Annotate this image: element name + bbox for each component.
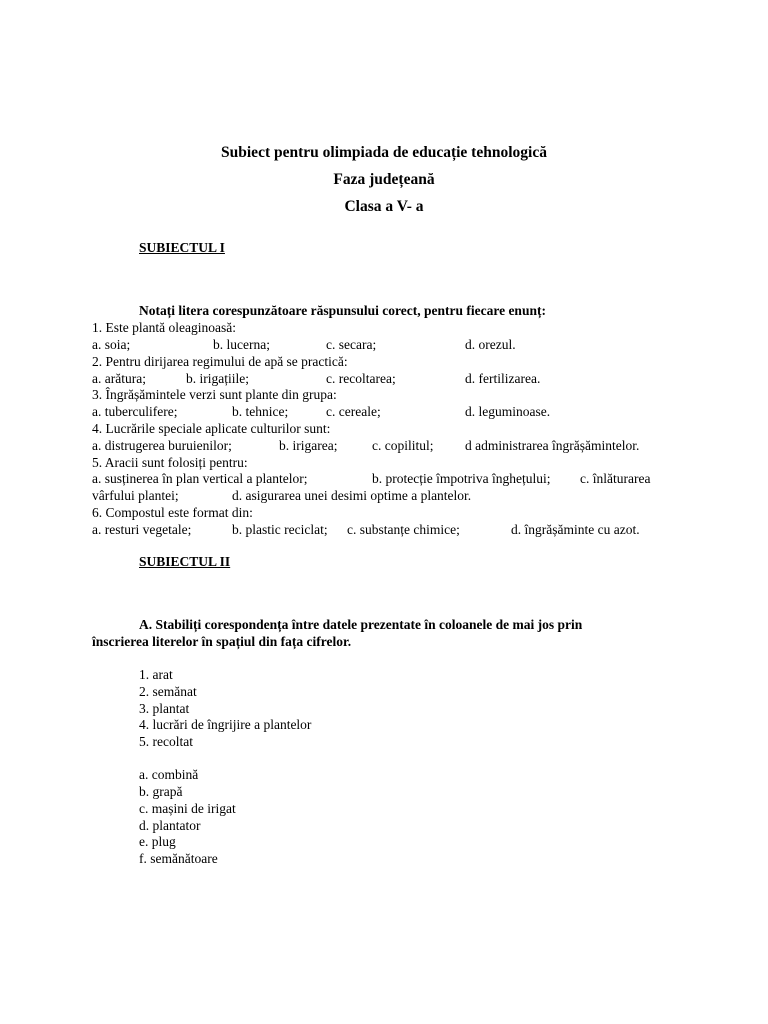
list-item-number-4: 4. lucrări de îngrijire a plantelor <box>139 717 312 732</box>
list-item-number-1: 1. arat <box>139 667 173 682</box>
question-2-option-a: a. arătura; <box>92 371 146 386</box>
list-item-number-2: 2. semănat <box>139 684 197 699</box>
question-1-option-c: c. secara; <box>326 337 377 352</box>
document-subtitle-phase: Faza județeană <box>333 171 435 188</box>
question-1-option-b: b. lucerna; <box>213 337 270 352</box>
question-4: 4. Lucrările speciale aplicate culturilor sunt: <box>92 421 331 436</box>
list-item-letter-a: a. combină <box>139 767 199 782</box>
section-2-instruction-line-1: A. Stabiliți corespondența între datele prezentate în coloanele de mai jos prin <box>139 617 583 632</box>
question-3-option-b: b. tehnice; <box>232 404 289 419</box>
list-item-letter-d: d. plantator <box>139 818 201 833</box>
question-6-option-c: c. substanțe chimice; <box>347 522 460 537</box>
question-5-option-d: d. asigurarea unei desimi optime a plantelor. <box>232 488 472 503</box>
list-item-letter-c: c. mașini de irigat <box>139 801 236 816</box>
document-subtitle-class: Clasa a V- a <box>344 198 424 215</box>
question-2-option-c: c. recoltarea; <box>326 371 396 386</box>
question-5: 5. Aracii sunt folosiți pentru: <box>92 455 248 470</box>
question-3: 3. Îngrășămintele verzi sunt plante din grupa: <box>92 387 337 402</box>
list-item-letter-b: b. grapă <box>139 784 183 799</box>
list-item-letter-e: e. plug <box>139 834 176 849</box>
question-3-option-a: a. tuberculifere; <box>92 404 178 419</box>
section-2-instruction-line-2: înscrierea literelor în spațiul din fața cifrelor. <box>92 634 352 649</box>
question-2-option-b: b. irigațiile; <box>186 371 249 386</box>
question-6-option-a: a. resturi vegetale; <box>92 522 192 537</box>
section-1-instruction: Notați litera corespunzătoare răspunsului corect, pentru fiecare enunț: <box>139 303 546 318</box>
question-1-option-d: d. orezul. <box>465 337 516 352</box>
list-item-number-3: 3. plantat <box>139 701 190 716</box>
question-4-option-a: a. distrugerea buruienilor; <box>92 438 232 453</box>
question-5-option-a: a. susținerea în plan vertical a plantelor; <box>92 471 308 486</box>
question-5-option-b: b. protecție împotriva înghețului; <box>372 471 551 486</box>
question-6-option-b: b. plastic reciclat; <box>232 522 328 537</box>
document-title: Subiect pentru olimpiada de educație tehnologică <box>221 144 547 161</box>
question-4-option-b: b. irigarea; <box>279 438 338 453</box>
question-1-option-a: a. soia; <box>92 337 131 352</box>
question-3-option-d: d. leguminoase. <box>465 404 551 419</box>
question-5-option-c-continued: vârfului plantei; <box>92 488 179 503</box>
question-6: 6. Compostul este format din: <box>92 505 253 520</box>
question-1: 1. Este plantă oleaginoasă: <box>92 320 236 335</box>
question-4-option-c: c. copilitul; <box>372 438 434 453</box>
question-4-option-d: d administrarea îngrășămintelor. <box>465 438 640 453</box>
section-1-heading: SUBIECTUL I <box>139 240 225 255</box>
question-2: 2. Pentru dirijarea regimului de apă se practică: <box>92 354 348 369</box>
question-3-option-c: c. cereale; <box>326 404 381 419</box>
question-6-option-d: d. îngrășăminte cu azot. <box>511 522 640 537</box>
section-2-heading: SUBIECTUL II <box>139 554 231 569</box>
question-5-option-c: c. înlăturarea <box>580 471 651 486</box>
list-item-number-5: 5. recoltat <box>139 734 193 749</box>
question-2-option-d: d. fertilizarea. <box>465 371 541 386</box>
list-item-letter-f: f. semănătoare <box>139 851 218 866</box>
